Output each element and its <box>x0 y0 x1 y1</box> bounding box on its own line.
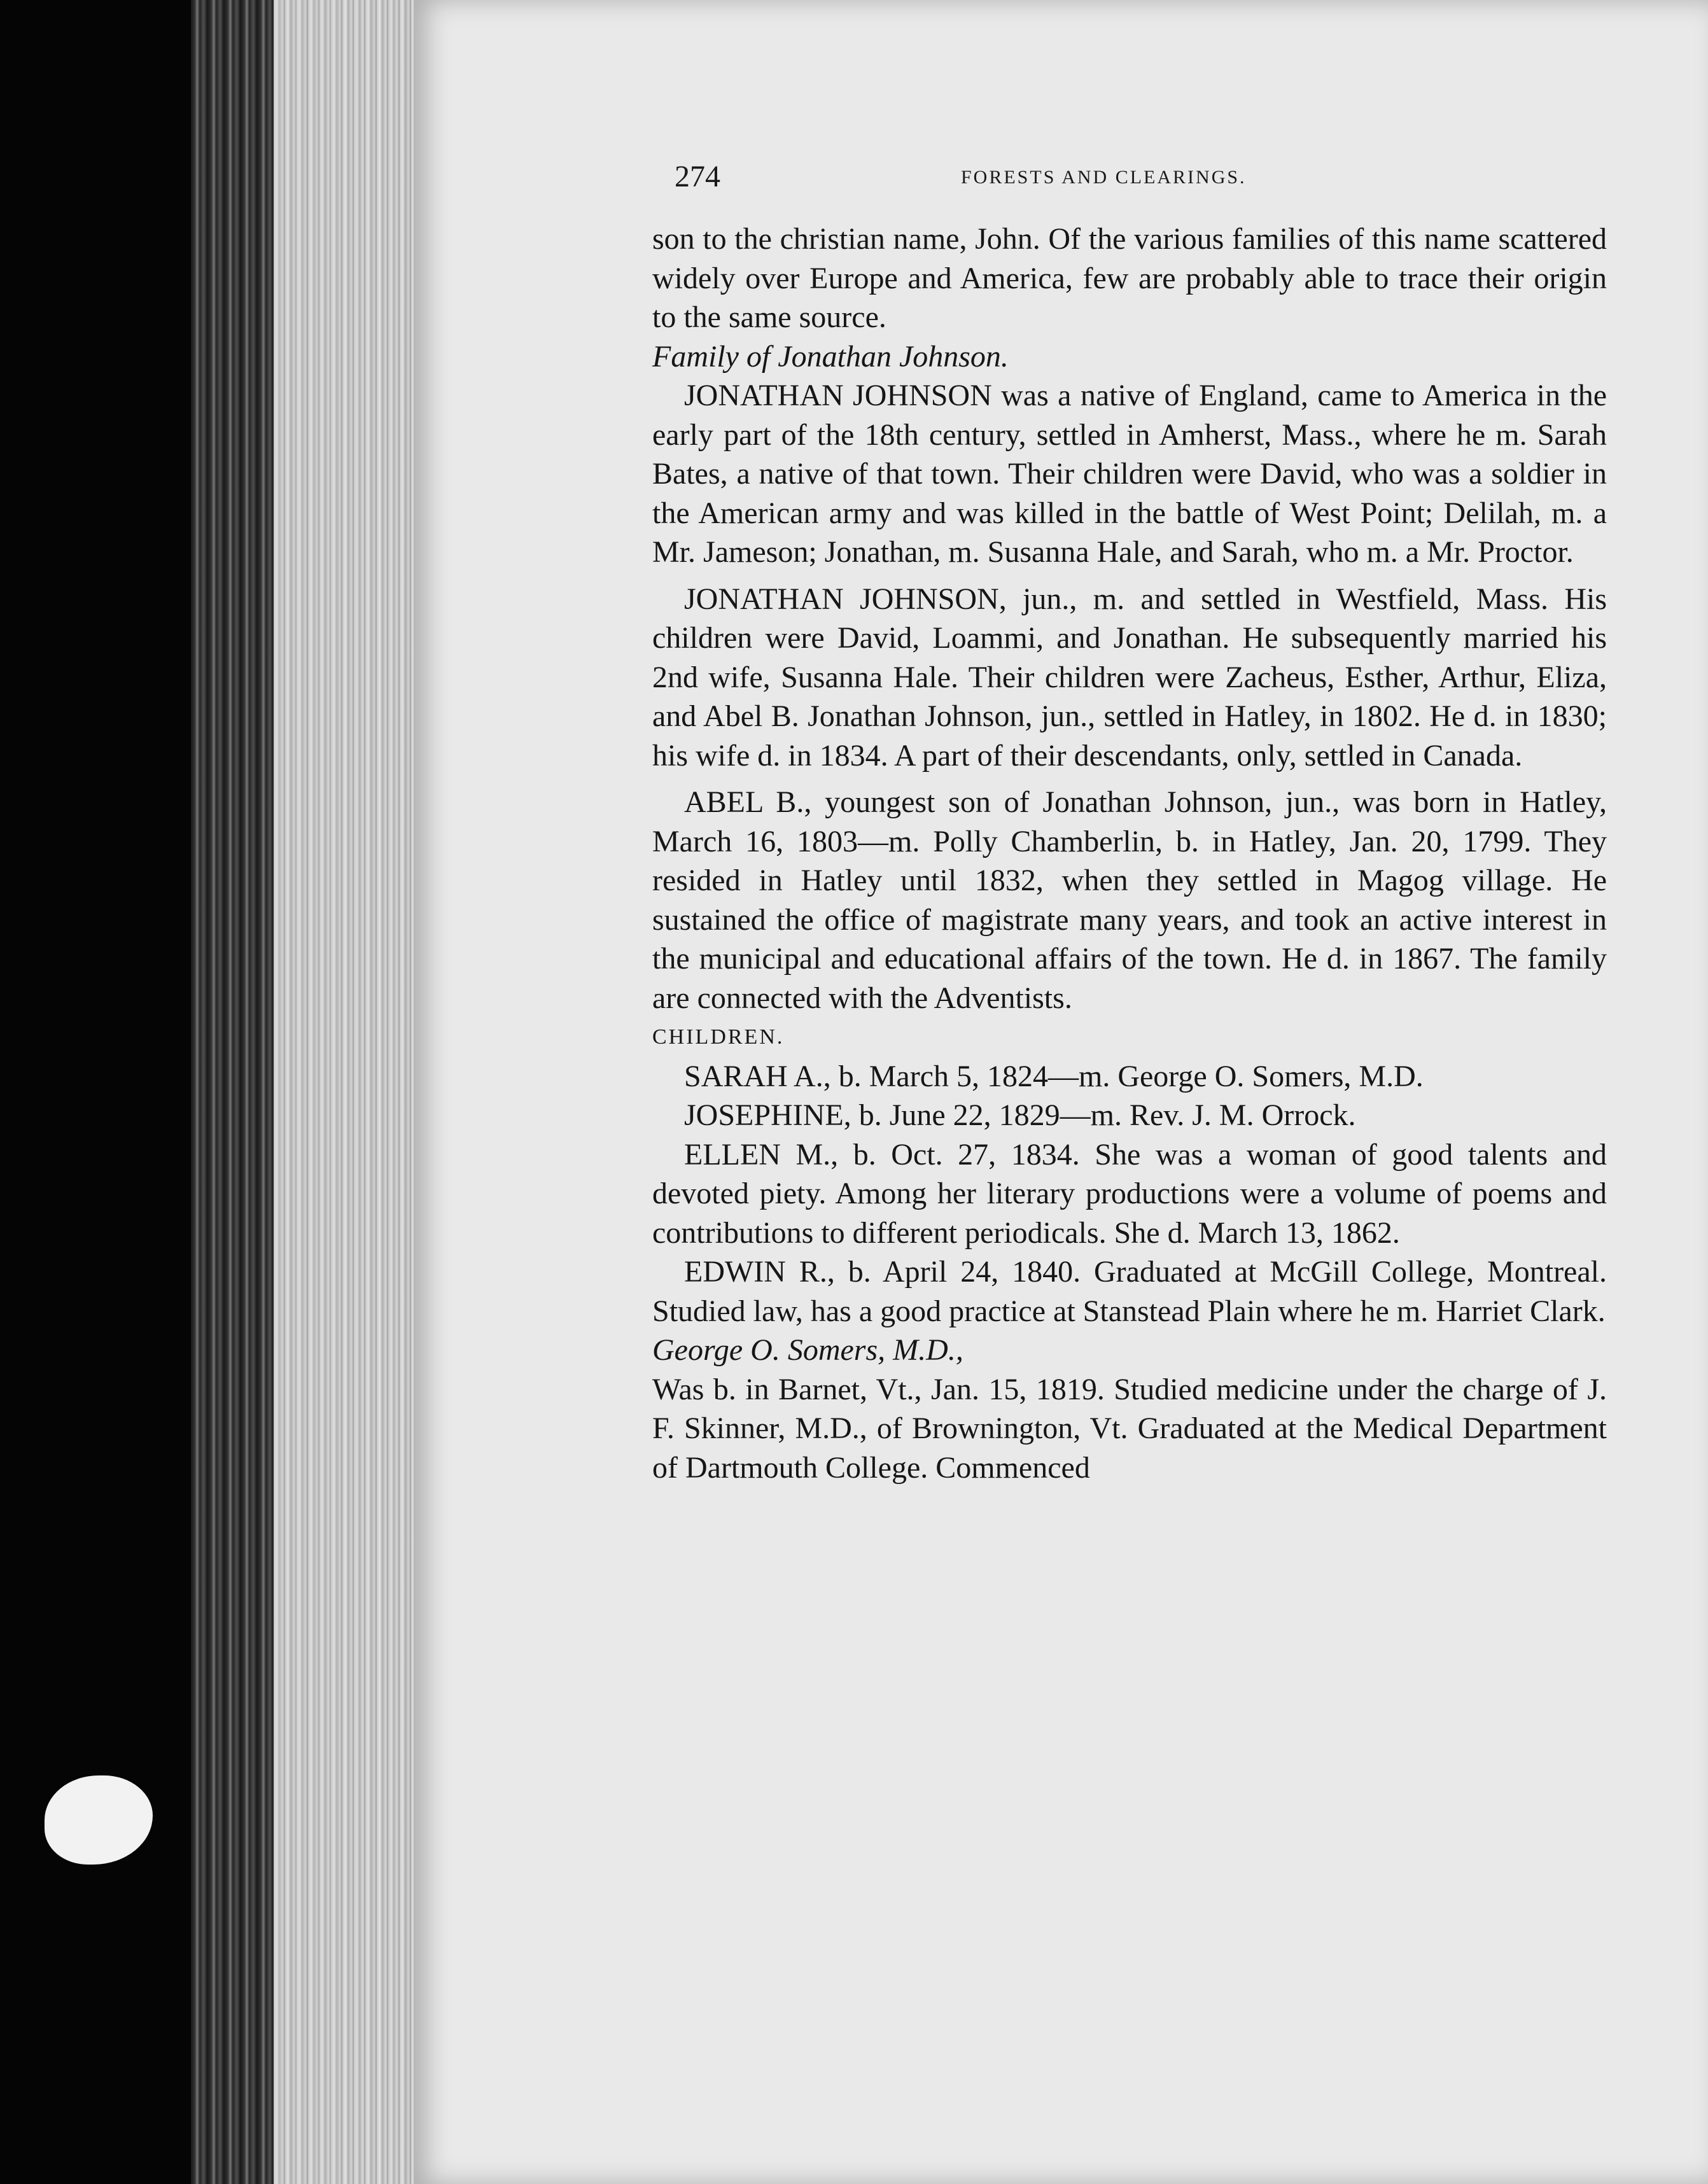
child-entry-edwin: EDWIN R., b. April 24, 1840. Graduated at McGill College, Montreal. Studied law, has a good practice at Stanstead Plain where he m. Harriet Clark. <box>652 1255 1607 1328</box>
child-entry-sarah: SARAH A., b. March 5, 1824—m. George O. Somers, M.D. <box>684 1059 1424 1093</box>
section-heading-family: Family of Jonathan Johnson. <box>652 339 1009 374</box>
paragraph-intro: son to the christian name, John. Of the various families of this name scattered widely over Europe and America, few are probably able to trace their origin to the same source. <box>652 222 1607 334</box>
paragraph-somers: Was b. in Barnet, Vt., Jan. 15, 1819. Studied medicine under the charge of J. F. Skinner, M.D., of Brownington, Vt. Graduated at the Medical Department of Dartmouth College. Commenced <box>652 1372 1607 1485</box>
child-entry-ellen: ELLEN M., b. Oct. 27, 1834. She was a woman of good talents and devoted piety. Among her literary productions were a volume of poems and contributions to different periodicals. She d. March 13, 1862. <box>652 1137 1607 1250</box>
paragraph-jonathan-jun: JONATHAN JOHNSON, jun., m. and settled in Westfield, Mass. His children were David, Loammi, and Jonathan. He subsequently married his 2nd wife, Susanna Hale. Their children were Zacheus, Esther, Arthur, Eliza, and Abel B. Jonathan Johnson, jun., settled in Hatley, in 1802. He d. in 1830; his wife d. in 1834. A part of their descendants, only, settled in Canada. <box>652 582 1607 773</box>
section-heading-children: CHILDREN. <box>652 1025 785 1049</box>
child-entry-josephine: JOSEPHINE, b. June 22, 1829—m. Rev. J. M. Orrock. <box>684 1098 1356 1132</box>
paragraph-abel: ABEL B., youngest son of Jonathan Johnson, jun., was born in Hatley, March 16, 1803—m. Polly Chamberlin, b. in Hatley, Jan. 20, 1799. They resided in Hatley until 1832, when they settled in Magog village. He sustained the office of magistrate many years, and took an active interest in the municipal and educational affairs of the town. He d. in 1867. The family are connected with the Adventists. <box>652 785 1607 1015</box>
section-heading-somers: George O. Somers, M.D., <box>652 1333 963 1367</box>
scan-blemish <box>45 1775 153 1865</box>
page-edges <box>274 0 426 2184</box>
running-title: FORESTS AND CLEARINGS. <box>961 167 1247 188</box>
page-text <box>652 220 1607 1487</box>
paragraph-jonathan: JONATHAN JOHNSON was a native of England, came to America in the early part of the 18th century, settled in Amherst, Mass., where he m. Sarah Bates, a native of that town. Their children were David, who was a soldier in the American army and was killed in the battle of West Point; Delilah, m. a Mr. Jameson; Jonathan, m. Susanna Hale, and Sarah, who m. a Mr. Proctor. <box>652 379 1607 569</box>
page-header <box>675 159 1362 210</box>
page-number: 274 <box>675 160 720 193</box>
